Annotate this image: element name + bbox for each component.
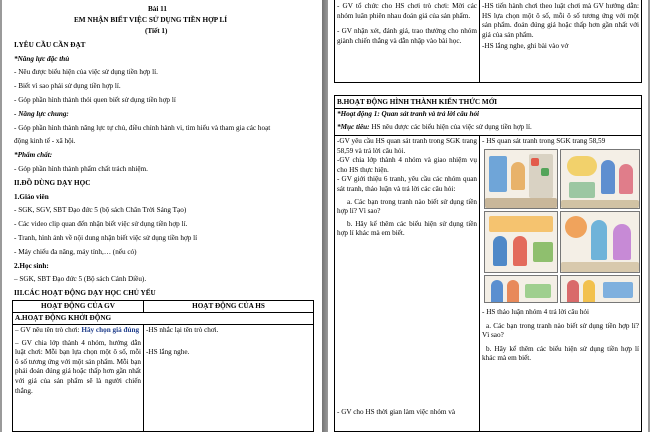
table-row-activity-1: *Hoạt động 1: Quan sát tranh và trả lời câu hỏi *Mục tiêu: HS nêu được các biểu hiện của việc sử dụng tiền hợp lí. xyxy=(334,108,642,136)
subheading-general: - Năng lực chung: xyxy=(14,110,69,118)
table-cell-gv-b: -GV yêu cầu HS quan sát tranh trong SGK trang 58,59 và trả lời câu hỏi. -GV chia lớp thành 4 nhóm và giao nhiệm vụ cho HS thực hiện. - GV giới thiệu 6 tranh, yêu cầu các nhóm quan sát tranh, thảo luận và trả lời các câu hỏi: a. Các bạn trong tranh nào biết sử dụng tiền hợp lí? Vì sao? b. Hãy kể thêm các biểu hiện sử dụng tiền hợp lí khác mà em biết. - GV cho HS thời gian làm việc nhóm và xyxy=(334,135,480,432)
table-cell-hs-b: - HS quan sát tranh trong SGK trang 58,59 - HS thảo luận nhóm 4 trả lời câu hỏi a. Các bạn trong tranh nào biết sử dụng tiền hợp lí? Vì sao? b. Hãy kể thêm các biểu hiện sử dụng tiền hợp lí khác mà em biết. xyxy=(479,135,642,432)
subheading-teacher: 1.Giáo viên xyxy=(14,193,49,201)
lesson-period: (Tiết 1) xyxy=(145,27,168,35)
text-line: - Tranh, hình ảnh về nội dung nhận biết việc sử dụng tiền hợp lí xyxy=(14,234,198,242)
table-row-section-b: B.HOẠT ĐỘNG HÌNH THÀNH KIẾN THỨC MỚI xyxy=(334,95,642,109)
subheading-specific: *Năng lực đặc thù xyxy=(14,55,70,63)
text-line: – SGK, SBT Đạo đức 5 (Bộ sách Cánh Diều). xyxy=(14,275,147,283)
lesson-title: EM NHẬN BIẾT VIỆC SỬ DỤNG TIỀN HỢP LÍ xyxy=(74,16,228,24)
lesson-number: Bài 11 xyxy=(148,5,167,13)
text-line: - Góp phần hình thành phẩm chất trách nhiệm. xyxy=(14,165,148,173)
text-line: - Các video clip quan đến nhận biết việc sử dụng tiền hợp lí. xyxy=(14,220,188,228)
textbook-illustration-6 xyxy=(560,275,640,303)
section-materials: II.ĐỒ DÙNG DẠY HỌC xyxy=(14,179,91,187)
table-header-hs: HOẠT ĐỘNG CỦA HS xyxy=(143,300,314,313)
text-line: - SGK, SGV, SBT Đạo đức 5 (bộ sách Chân Trời Sáng Tạo) xyxy=(14,206,187,214)
subheading-students: 2.Học sinh: xyxy=(14,262,49,270)
text-line: - Biết vì sao phải sử dụng tiền hợp lí. xyxy=(14,82,121,90)
gv-text: – GV nêu tên trò chơi: Hãy chọn giá đúng – GV chia lớp thành 4 nhóm, hướng dẫn luật chơi: Mỗi bạn lựa chọn một ô số, mỗi ô số tương ứng với một sản phẩm. Mỗi bạn phải đoán đúng giá hoặc thấp hơn gần nhất với giá của sản phẩm sẽ là người chiến thắng. xyxy=(15,326,141,395)
text-line: - Góp phần hình thành thói quen biết sử dụng tiền hợp lí xyxy=(14,96,176,104)
section-requirements: I.YÊU CẦU CẦN ĐẠT xyxy=(14,41,86,49)
text-line: - Máy chiếu đa năng, máy tính,… (nếu có) xyxy=(14,248,137,256)
table-cell-gv xyxy=(12,324,144,432)
table-row-section-a: A.HOẠT ĐỘNG KHỞI ĐỘNG xyxy=(12,312,314,325)
subheading-qualities: *Phẩm chất: xyxy=(14,151,53,159)
section-activities: III.CÁC HOẠT ĐỘNG DẠY HỌC CHỦ YẾU xyxy=(14,289,156,297)
textbook-illustration-3 xyxy=(484,211,558,273)
game-name: Hãy chọn giá đúng xyxy=(81,326,140,334)
table-header-gv: HOẠT ĐỘNG CỦA GV xyxy=(12,300,144,313)
textbook-illustration-2 xyxy=(560,149,640,209)
table-cell-hs-top: -HS tiến hành chơi theo luật chơi mà GV hướng dẫn: HS lựa chọn một ô số, mỗi ô số tương ứng với một sản phẩm. đoán đúng giá hoặc thấp hơn gần nhất với giá của sản phẩm. -HS lắng nghe, ghi bài vào vở xyxy=(479,0,642,83)
text-line: động kinh tế - xã hội. xyxy=(14,137,76,145)
textbook-illustration-1 xyxy=(484,149,558,209)
activity-1-title: *Hoạt động 1: Quan sát tranh và trả lời câu hỏi xyxy=(337,110,480,118)
textbook-illustration-4 xyxy=(560,211,640,273)
table-cell-gv-top: - GV tổ chức cho HS chơi trò chơi: Mời các nhóm luân phiên nhau đoán giá của sản phẩm. - GV nhận xét, đánh giá, trao thưởng cho nhóm giành chiến thắng và dẫn nhập vào bài học. xyxy=(334,0,480,83)
textbook-illustration-5 xyxy=(484,275,558,303)
document-page-1 xyxy=(2,0,322,432)
document-page-2 xyxy=(328,0,648,432)
table-cell-hs xyxy=(143,324,314,432)
text-line: - Góp phần hình thành năng lực tự chủ, điều chỉnh hành vi, tìm hiểu và tham gia các hoạt xyxy=(14,124,271,132)
hs-text: -HS nhắc lại tên trò chơi. -HS lắng nghe. xyxy=(146,326,219,356)
text-line: - Nêu được biểu hiện của việc sử dụng tiền hợp lí. xyxy=(14,68,158,76)
gv-instructions: – GV chia lớp thành 4 nhóm, hướng dẫn luật chơi: Mỗi bạn lựa chọn một ô số, mỗi ô số tương ứng với một sản phẩm. Mỗi bạn phải đoán đúng giá hoặc thấp hơn gần nhất với giá của sản phẩm sẽ là người chiến thắng. xyxy=(15,338,141,395)
